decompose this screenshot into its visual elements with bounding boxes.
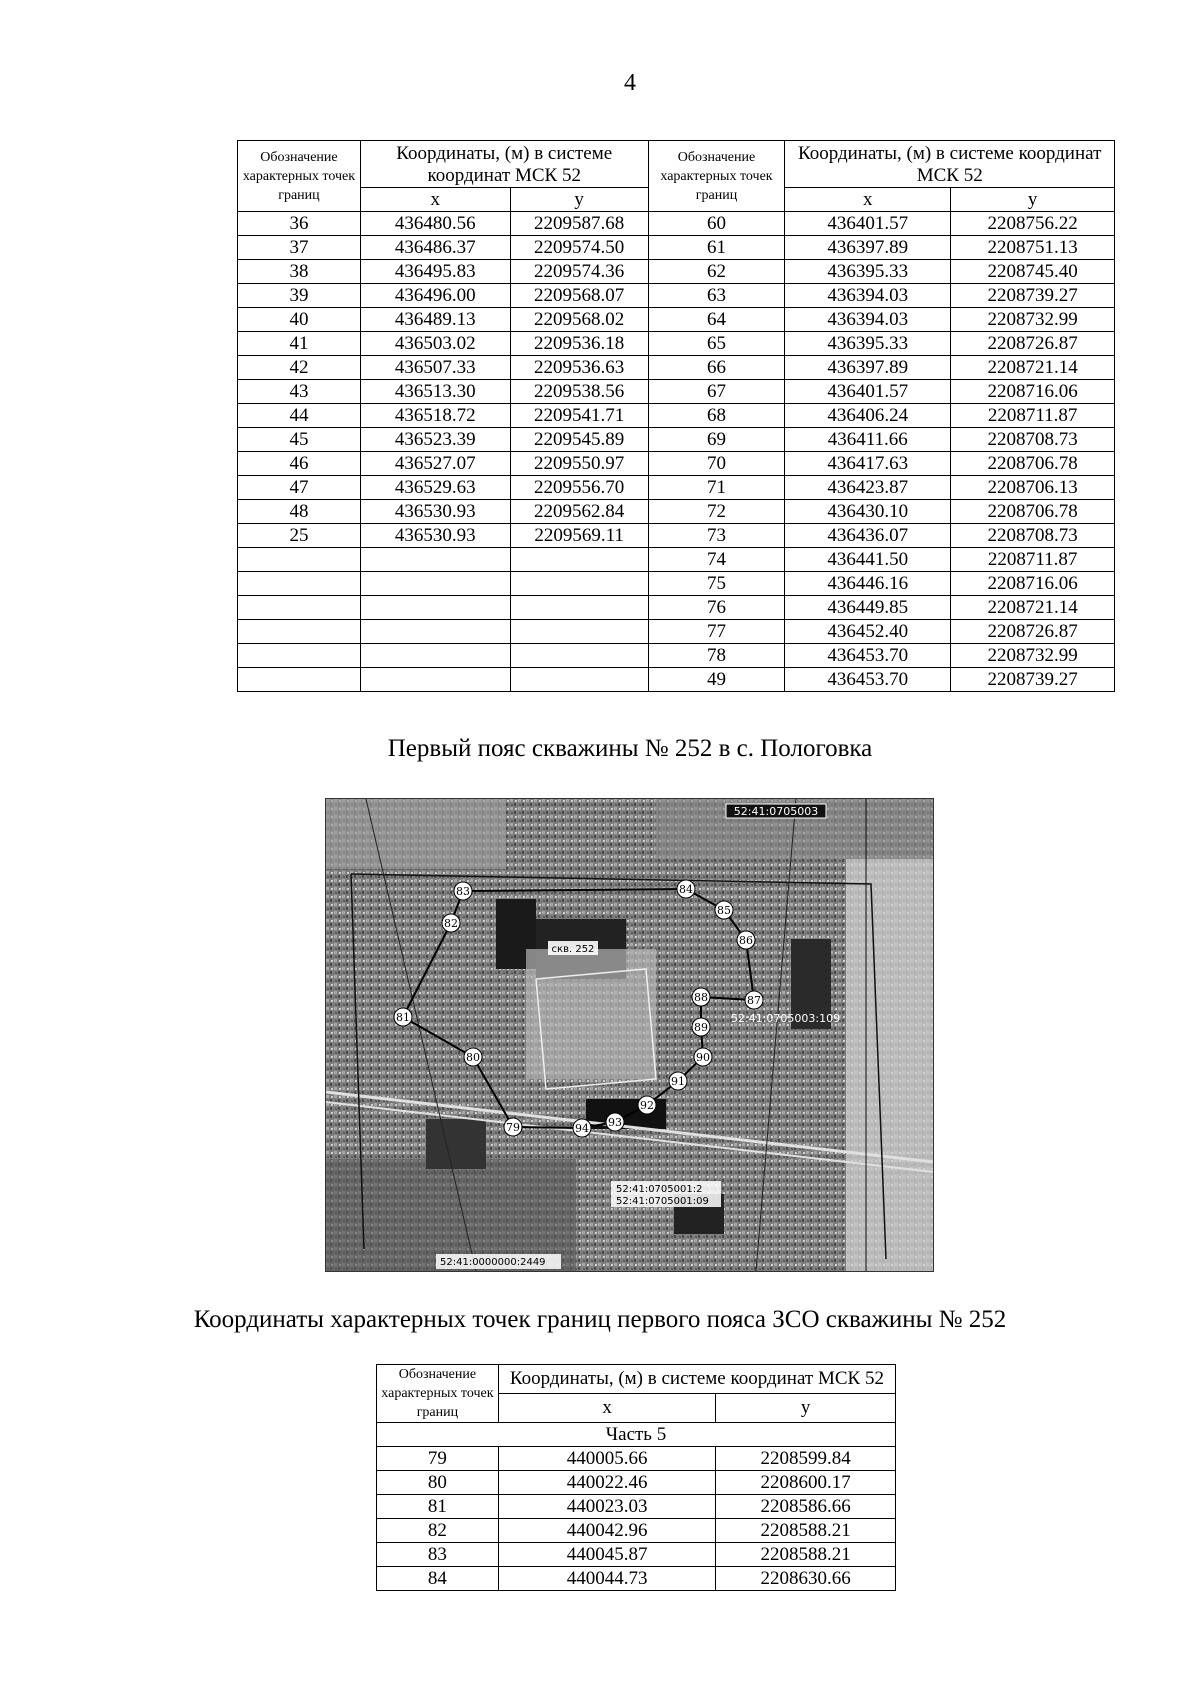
table-cell: 2209587.68: [510, 212, 648, 236]
header-coords-left: Координаты, (м) в системе координат МСК 52: [360, 141, 648, 188]
boundary-point-label: 87: [747, 994, 761, 1007]
boundary-point-label: 93: [608, 1116, 622, 1129]
coordinates-table-1: [237, 140, 1115, 692]
table-row: [238, 524, 1115, 548]
part-label: Часть 5: [377, 1423, 896, 1447]
table-row: [377, 1495, 896, 1519]
table-cell: 47: [238, 476, 361, 500]
table-cell: 2208756.22: [951, 212, 1115, 236]
table-cell: 2208708.73: [951, 524, 1115, 548]
cadastral-label: 52:41:0705003:109: [731, 1012, 841, 1025]
cadastral-label: 52:41:0705003: [733, 805, 819, 818]
map-graphic: [326, 799, 933, 1271]
table-row: [377, 1471, 896, 1495]
table-cell: 436441.50: [785, 548, 951, 572]
table-row: [238, 236, 1115, 260]
table-cell: 81: [377, 1495, 499, 1519]
table-cell: 2209541.71: [510, 404, 648, 428]
table-row: [377, 1519, 896, 1543]
table-cell: 440023.03: [498, 1495, 715, 1519]
table-row: [238, 644, 1115, 668]
table-cell: 2209550.97: [510, 452, 648, 476]
table-cell: 69: [648, 428, 785, 452]
table-row: [238, 500, 1115, 524]
table-cell: 84: [377, 1567, 499, 1591]
boundary-point-label: 91: [671, 1075, 685, 1088]
table-cell: 48: [238, 500, 361, 524]
table-cell: 2209536.63: [510, 356, 648, 380]
table-cell: [510, 668, 648, 692]
table-cell: 436446.16: [785, 572, 951, 596]
table-row: [238, 284, 1115, 308]
table-cell: 2208588.21: [716, 1519, 896, 1543]
table-cell: 440044.73: [498, 1567, 715, 1591]
table-cell: 2208732.99: [951, 644, 1115, 668]
table-cell: 436486.37: [360, 236, 510, 260]
table-body: [377, 1423, 896, 1591]
table-cell: [360, 620, 510, 644]
header-points-left: Обозначение характерных точек границ: [238, 141, 361, 212]
well-label: скв. 252: [551, 944, 595, 955]
table-cell: 37: [238, 236, 361, 260]
table-cell: 2208721.14: [951, 596, 1115, 620]
table-cell: 64: [648, 308, 785, 332]
table-row: [238, 356, 1115, 380]
table-cell: 2208711.87: [951, 404, 1115, 428]
table-cell: 2209538.56: [510, 380, 648, 404]
table-cell: 63: [648, 284, 785, 308]
table-cell: 436480.56: [360, 212, 510, 236]
table-row: [377, 1447, 896, 1471]
table-cell: 2209556.70: [510, 476, 648, 500]
table-cell: 83: [377, 1543, 499, 1567]
table-cell: 436395.33: [785, 260, 951, 284]
table-cell: 75: [648, 572, 785, 596]
boundary-point-label: 81: [396, 1011, 410, 1024]
table-cell: 436530.93: [360, 500, 510, 524]
table-cell: 436397.89: [785, 236, 951, 260]
table-row: [238, 332, 1115, 356]
header-x-right: x: [785, 188, 951, 212]
header-y-left: y: [510, 188, 648, 212]
table-cell: 2208586.66: [716, 1495, 896, 1519]
boundary-point-label: 89: [694, 1021, 708, 1034]
table-cell: 77: [648, 620, 785, 644]
table-cell: 436436.07: [785, 524, 951, 548]
map-caption: Первый пояс скважины № 252 в с. Пологовка: [387, 735, 873, 762]
table-cell: 61: [648, 236, 785, 260]
table-cell: 436527.07: [360, 452, 510, 476]
table-cell: 39: [238, 284, 361, 308]
table-row: [238, 212, 1115, 236]
table-cell: 46: [238, 452, 361, 476]
header-coords-right: Координаты, (м) в системе координат МСК 52: [785, 141, 1115, 188]
table-cell: 436401.57: [785, 212, 951, 236]
table-cell: [510, 644, 648, 668]
table-cell: 2208726.87: [951, 620, 1115, 644]
table-cell: 436507.33: [360, 356, 510, 380]
table-cell: [238, 668, 361, 692]
table-cell: 436530.93: [360, 524, 510, 548]
table-row: [238, 452, 1115, 476]
table-cell: 436496.00: [360, 284, 510, 308]
table-cell: 436417.63: [785, 452, 951, 476]
table-cell: 436423.87: [785, 476, 951, 500]
table-cell: 2208630.66: [716, 1567, 896, 1591]
header-x-left: x: [360, 188, 510, 212]
table-cell: 440022.46: [498, 1471, 715, 1495]
table-cell: 66: [648, 356, 785, 380]
table-row: [238, 572, 1115, 596]
table-cell: 73: [648, 524, 785, 548]
table-cell: 2208588.21: [716, 1543, 896, 1567]
table-cell: 436453.70: [785, 668, 951, 692]
page-number: 4: [624, 70, 636, 96]
table-cell: [510, 572, 648, 596]
cadastral-label: 52:41:0000000:2449: [440, 1257, 546, 1268]
table-row: [238, 476, 1115, 500]
table-cell: 436529.63: [360, 476, 510, 500]
header-coords: Координаты, (м) в системе координат МСК 52: [498, 1365, 895, 1394]
table-caption: Координаты характерных точек границ первого пояса ЗСО скважины № 252: [193, 1306, 1007, 1333]
table-cell: 2208708.73: [951, 428, 1115, 452]
table-cell: 44: [238, 404, 361, 428]
table-cell: 2209545.89: [510, 428, 648, 452]
cadastral-label: 52:41:0705001:09: [616, 1196, 709, 1207]
table-cell: 2208599.84: [716, 1447, 896, 1471]
table-cell: 67: [648, 380, 785, 404]
table-cell: 25: [238, 524, 361, 548]
table-cell: 436449.85: [785, 596, 951, 620]
table-cell: 70: [648, 452, 785, 476]
table-cell: 436489.13: [360, 308, 510, 332]
table-cell: 436452.40: [785, 620, 951, 644]
table-body: [238, 212, 1115, 692]
table-cell: 436513.30: [360, 380, 510, 404]
boundary-point-label: 94: [575, 1122, 589, 1135]
boundary-point-label: 84: [679, 883, 693, 896]
table-cell: 42: [238, 356, 361, 380]
table-row: [238, 308, 1115, 332]
table-cell: 71: [648, 476, 785, 500]
table-cell: 436394.03: [785, 284, 951, 308]
table-row: [238, 596, 1115, 620]
boundary-point-label: 83: [456, 885, 470, 898]
table-cell: 43: [238, 380, 361, 404]
table-cell: 436406.24: [785, 404, 951, 428]
table-cell: 440005.66: [498, 1447, 715, 1471]
table-cell: 49: [648, 668, 785, 692]
boundary-point-label: 85: [717, 904, 731, 917]
table-cell: 2209569.11: [510, 524, 648, 548]
table-cell: 2208716.06: [951, 572, 1115, 596]
table-row: [238, 260, 1115, 284]
table-cell: 436453.70: [785, 644, 951, 668]
table-cell: [238, 548, 361, 572]
table-cell: 436397.89: [785, 356, 951, 380]
table-cell: 436395.33: [785, 332, 951, 356]
boundary-point-label: 79: [506, 1121, 520, 1134]
table-cell: 2208706.13: [951, 476, 1115, 500]
table-cell: [238, 620, 361, 644]
table-cell: 79: [377, 1447, 499, 1471]
table-cell: [360, 644, 510, 668]
table-cell: 65: [648, 332, 785, 356]
table-row: [238, 404, 1115, 428]
table-cell: 2208745.40: [951, 260, 1115, 284]
table-cell: 2209562.84: [510, 500, 648, 524]
table-cell: 38: [238, 260, 361, 284]
header-x: x: [498, 1394, 715, 1423]
table-row: [377, 1543, 896, 1567]
coordinates-table-2: [376, 1364, 896, 1591]
table-cell: 436430.10: [785, 500, 951, 524]
table-cell: 41: [238, 332, 361, 356]
header-points-right: Обозначение характерных точек границ: [648, 141, 785, 212]
table-cell: [360, 596, 510, 620]
table-cell: 2208600.17: [716, 1471, 896, 1495]
header-y: y: [716, 1394, 896, 1423]
table-cell: 2208751.13: [951, 236, 1115, 260]
table-cell: 2209574.50: [510, 236, 648, 260]
cadastral-label: 52:41:0705001:2: [616, 1184, 703, 1195]
boundary-point-label: 80: [466, 1051, 480, 1064]
table-cell: 2209568.02: [510, 308, 648, 332]
table-cell: 74: [648, 548, 785, 572]
table-cell: 2208721.14: [951, 356, 1115, 380]
table-cell: [510, 596, 648, 620]
table-cell: 45: [238, 428, 361, 452]
table-cell: [238, 644, 361, 668]
table-cell: 2209574.36: [510, 260, 648, 284]
table-row: [238, 548, 1115, 572]
table-row: [238, 620, 1115, 644]
table-cell: [360, 572, 510, 596]
boundary-point-label: 82: [444, 917, 458, 930]
table-cell: 436495.83: [360, 260, 510, 284]
table-cell: [238, 596, 361, 620]
table-cell: 436394.03: [785, 308, 951, 332]
table-cell: 2209536.18: [510, 332, 648, 356]
table-row: [238, 428, 1115, 452]
table-cell: 2208739.27: [951, 284, 1115, 308]
table-cell: 2208711.87: [951, 548, 1115, 572]
table-cell: 2208706.78: [951, 500, 1115, 524]
table-cell: 76: [648, 596, 785, 620]
table-cell: 68: [648, 404, 785, 428]
table-cell: 2208716.06: [951, 380, 1115, 404]
table-cell: 440042.96: [498, 1519, 715, 1543]
table-row: [238, 380, 1115, 404]
table-cell: 2209568.07: [510, 284, 648, 308]
table-cell: 36: [238, 212, 361, 236]
table-cell: 72: [648, 500, 785, 524]
boundary-point-label: 88: [694, 991, 708, 1004]
table-cell: 2208726.87: [951, 332, 1115, 356]
boundary-point-label: 90: [696, 1051, 710, 1064]
table-cell: 2208706.78: [951, 452, 1115, 476]
table-cell: 78: [648, 644, 785, 668]
table-cell: [360, 668, 510, 692]
table-cell: 82: [377, 1519, 499, 1543]
table-cell: 436411.66: [785, 428, 951, 452]
table-cell: [360, 548, 510, 572]
boundary-point-label: 92: [640, 1099, 654, 1112]
table-cell: 2208739.27: [951, 668, 1115, 692]
header-y-right: y: [951, 188, 1115, 212]
aerial-map: [325, 798, 934, 1272]
table-row: [377, 1567, 896, 1591]
table-cell: 440045.87: [498, 1543, 715, 1567]
table-cell: 436401.57: [785, 380, 951, 404]
table-cell: 80: [377, 1471, 499, 1495]
table-cell: 62: [648, 260, 785, 284]
table-cell: 2208732.99: [951, 308, 1115, 332]
table-cell: 436503.02: [360, 332, 510, 356]
table-cell: 436518.72: [360, 404, 510, 428]
header-points: Обозначение характерных точек границ: [377, 1365, 499, 1423]
boundary-point-label: 86: [739, 934, 753, 947]
table-cell: 436523.39: [360, 428, 510, 452]
table-cell: 60: [648, 212, 785, 236]
table-row: [238, 668, 1115, 692]
table-cell: [510, 548, 648, 572]
table-cell: [238, 572, 361, 596]
table-cell: 40: [238, 308, 361, 332]
table-cell: [510, 620, 648, 644]
